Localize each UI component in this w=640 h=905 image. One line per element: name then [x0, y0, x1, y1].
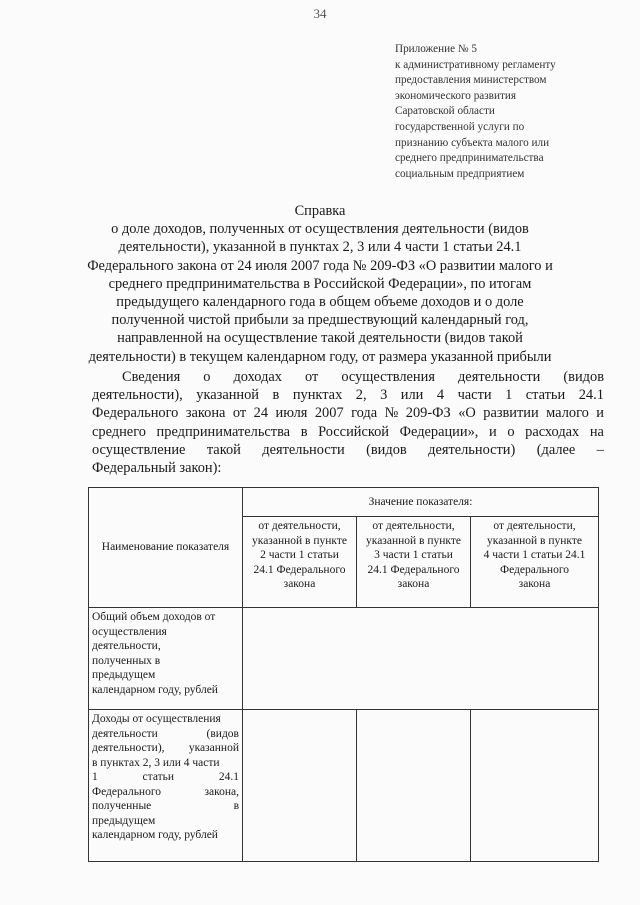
- title-line: Справка: [294, 203, 346, 219]
- intro-word: 4: [436, 387, 445, 404]
- intro-word: предпринимательства: [156, 423, 291, 440]
- intro-word: деятельности: [457, 369, 541, 385]
- row-word: в пунктах 2, 3 или 4 части: [92, 756, 220, 769]
- row-activity-income-label: [89, 710, 243, 862]
- row-line: [92, 756, 239, 771]
- intro-word: июля: [275, 405, 308, 422]
- header-line: 4 части 1 статьи 24.1: [483, 549, 586, 561]
- row-line: осуществления: [92, 625, 167, 638]
- intro-word: пунктах: [292, 387, 343, 404]
- appendix-line: экономического развития: [395, 89, 516, 102]
- row-line: [92, 785, 239, 800]
- intro-word: 209-ФЗ: [405, 405, 451, 422]
- intro-word: Федеральный закон):: [92, 460, 222, 477]
- intro-word: о: [203, 369, 211, 385]
- intro-word: и: [489, 423, 497, 440]
- row-word: Федерального: [92, 785, 162, 798]
- title-line: полученной чистой прибыли за предшествующий календарный год,: [111, 312, 529, 329]
- indicator-table: [88, 487, 599, 862]
- header-line: 2 части 1 статьи: [260, 549, 339, 561]
- title-line: среднего предпринимательства в Российской Федерации», по итогам: [108, 275, 532, 292]
- header-line: указанной в пункте: [252, 534, 347, 547]
- header-line: Федерального: [499, 563, 570, 576]
- intro-word: или: [400, 387, 424, 404]
- header-line: указанной в пункте: [366, 534, 461, 547]
- intro-word: 1: [505, 387, 513, 404]
- intro-word: указанной: [196, 387, 260, 404]
- intro-word: в: [300, 423, 308, 440]
- intro-word: деятельности): [428, 441, 516, 458]
- row-line: календарном году, рублей: [92, 683, 218, 696]
- header-line: закона: [518, 578, 551, 590]
- appendix-line: Саратовской области: [395, 105, 495, 118]
- intro-word: деятельности),: [92, 387, 183, 404]
- intro-line: [92, 459, 604, 477]
- header-line: указанной в пункте: [487, 534, 582, 547]
- appendix-line: к административному регламенту: [395, 58, 556, 71]
- intro-word: осуществление: [92, 441, 186, 458]
- intro-word: деятельности: [262, 441, 345, 458]
- intro-word: №: [384, 405, 399, 422]
- row-line: [92, 770, 239, 785]
- intro-word: (видов: [563, 369, 604, 385]
- row-line: предыдущем: [92, 669, 156, 681]
- row-word: календарном году, рублей: [92, 829, 218, 841]
- intro-word: от: [232, 405, 247, 422]
- intro-line: [92, 404, 604, 422]
- row-line: [92, 741, 239, 756]
- intro-word: и: [596, 405, 604, 422]
- row-line: Общий объем доходов от: [92, 611, 216, 623]
- intro-word: в: [272, 387, 280, 404]
- header-line: закона: [283, 578, 316, 590]
- row-word: деятельности: [92, 727, 158, 740]
- row-word: полученные: [92, 800, 152, 812]
- intro-word: 3: [380, 387, 388, 404]
- row-line: [92, 712, 239, 727]
- intro-word: статьи: [525, 387, 566, 404]
- intro-word: 2,: [355, 387, 367, 404]
- header-indicator-name: Наименование показателя: [89, 488, 243, 608]
- intro-word: такой: [206, 441, 241, 458]
- intro-word: года: [351, 405, 378, 422]
- intro-word: Сведения: [122, 369, 181, 385]
- intro-word: части: [457, 387, 492, 404]
- intro-word: (видов: [366, 441, 407, 458]
- header-line: 3 части 1 статьи: [374, 549, 453, 561]
- row-word: 24.1: [218, 771, 239, 783]
- intro-word: Федерации»,: [399, 423, 479, 440]
- row-line: полученных в: [92, 654, 161, 667]
- appendix-line: среднего предпринимательства: [395, 152, 544, 165]
- intro-word: 24.1: [578, 387, 604, 404]
- row-word: предыдущем: [92, 814, 156, 827]
- intro-line: [92, 386, 604, 404]
- title-line: деятельности) в текущем календарном году, от размера указанной прибыли: [88, 348, 552, 365]
- row-word: закона,: [204, 785, 239, 798]
- row-activity-income-item4: [471, 710, 599, 862]
- intro-word: развитии: [483, 405, 539, 422]
- row-activity-income-item2: [243, 710, 357, 862]
- header-line: от деятельности,: [372, 520, 455, 532]
- row-line: [92, 727, 239, 742]
- intro-word: о: [507, 423, 515, 440]
- header-indicator-value: Значение показателя:: [243, 488, 599, 517]
- intro-word: Российской: [318, 423, 390, 440]
- intro-word: (далее: [536, 441, 576, 458]
- intro-word: закона: [185, 405, 226, 422]
- appendix-line: признанию субъекта малого или: [395, 136, 550, 149]
- header-col-item3: [357, 517, 471, 608]
- row-line: [92, 814, 239, 829]
- page-number: 34: [313, 6, 327, 21]
- header-line: от деятельности,: [258, 520, 341, 532]
- title-line: Федерального закона от 24 июля 2007 года № 209-ФЗ «О развитии малого и: [87, 257, 553, 274]
- row-word: деятельности),: [92, 742, 165, 754]
- intro-line: [92, 441, 604, 459]
- header-col-item2: [243, 517, 357, 608]
- intro-word: Федерального: [92, 405, 179, 422]
- intro-word: среднего: [92, 423, 146, 440]
- intro-word: «О: [458, 405, 476, 422]
- intro-word: 24: [253, 405, 269, 422]
- title-line: о доле доходов, полученных от осуществления деятельности (видов: [111, 221, 529, 238]
- appendix-block: [395, 42, 600, 182]
- row-word: Доходы от осуществления: [92, 713, 221, 725]
- row-line: [92, 799, 239, 814]
- row-word: указанной: [188, 742, 239, 754]
- appendix-line: предоставления министерством: [395, 74, 547, 87]
- header-line: 24.1 Федерального: [367, 563, 460, 576]
- title-line: деятельности), указанной в пунктах 2, 3 или 4 части 1 статьи 24.1: [118, 239, 522, 256]
- row-line: [92, 828, 239, 843]
- header-line: от деятельности,: [493, 520, 576, 532]
- row-word: в: [233, 800, 239, 812]
- intro-word: 2007: [314, 405, 344, 422]
- intro-word: расходах: [525, 423, 580, 440]
- row-total-income-label: [89, 608, 243, 710]
- intro-word: –: [596, 441, 604, 458]
- intro-word: от: [305, 369, 319, 385]
- document-title: [0, 202, 640, 366]
- row-line: деятельности,: [92, 640, 161, 652]
- appendix-line: государственной услуги по: [395, 120, 525, 133]
- title-line: направленной на осуществление такой деятельности (видов такой: [117, 330, 523, 347]
- row-total-income-value: [243, 608, 599, 710]
- intro-word: на: [589, 423, 604, 440]
- intro-word: осуществления: [341, 369, 435, 385]
- intro-paragraph: [92, 368, 604, 477]
- intro-word: малого: [546, 405, 589, 422]
- header-line: 24.1 Федерального: [253, 563, 346, 576]
- intro-line: [92, 423, 604, 441]
- title-line: предыдущего календарного года в общем объеме доходов и о доле: [116, 294, 524, 311]
- row-word: статьи: [142, 771, 175, 783]
- header-line: закона: [397, 578, 430, 590]
- appendix-line: Приложение № 5: [395, 43, 477, 55]
- intro-word: доходах: [233, 369, 282, 385]
- row-activity-income-item3: [357, 710, 471, 862]
- row-word: 1: [92, 771, 98, 783]
- row-word: (видов: [206, 727, 239, 740]
- intro-line: [92, 368, 604, 386]
- appendix-line: социальным предприятием: [395, 167, 525, 180]
- header-col-item4: [471, 517, 599, 608]
